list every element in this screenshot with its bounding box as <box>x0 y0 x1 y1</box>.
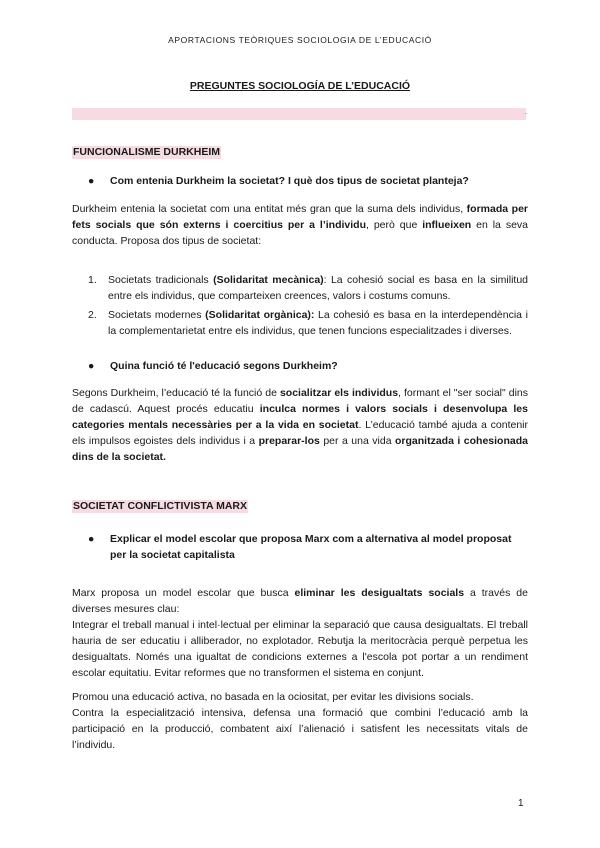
bold-run: preparar-los <box>258 435 320 447</box>
question-durkheim-education <box>88 358 528 374</box>
bold-run: eliminar les desigualtats socials <box>294 587 465 599</box>
question-durkheim-society <box>88 173 528 189</box>
list-number: 1. <box>88 274 97 286</box>
question-marx-model <box>88 531 528 563</box>
text-run: Societats modernes <box>108 309 206 321</box>
bold-run: (Solidaritat mecànica) <box>213 274 324 286</box>
highlight-band <box>72 108 526 120</box>
text-run: La cohesió es basa en la interdependència i la complementarietat entre els individus, que tenen funcions especialitzades i diverses. <box>108 309 528 337</box>
list-item-modern-societies <box>88 307 528 339</box>
text-run: Segons Durkheim, l’educació té la funció de <box>72 387 280 399</box>
bullet-icon: ● <box>88 175 95 187</box>
text-run: Marx proposa un model escolar que busca <box>72 587 295 599</box>
paragraph-marx-intro <box>72 585 528 617</box>
question-text: Explicar el model escolar que proposa Marx com a alternativa al model proposat per la societat capitalista <box>110 533 512 561</box>
bold-run: inculca normes i valors socials i desenvolupa les categories mentals necessàries per a la vida en societat <box>72 403 528 431</box>
text-run: en la seva conducta. Proposa dos tipus de societat: <box>72 219 528 247</box>
band-mark: . <box>525 109 527 116</box>
paragraph-marx-measures: Integrar el treball manual i intel·lectual per eliminar la separació que causa desigualtats. El treball hauria de ser educatiu i alliberador, no explotador. Rebutja la meritocràcia perquè perpetua les desigualtats. Només una igualtat de condicions externes a l'escola pot portar a un rendiment escolar equitatiu. Evitar reformes que no transformen el sistema en conjunt. <box>72 619 528 679</box>
question-text: Com entenia Durkheim la societat? I què dos tipus de societat planteja? <box>110 175 469 187</box>
paragraph-marx-specialization: Contra la especialització intensiva, defensa una formació que combini l’educació amb la participació en la producció, combatent així l’alienació i satisfent les necessitats vitals de l’individu. <box>72 707 528 751</box>
text-run: per a una vida <box>319 435 395 447</box>
question-text: Quina funció té l'educació segons Durkheim? <box>110 360 338 372</box>
list-item-traditional-societies <box>88 272 528 304</box>
page-number: 1 <box>518 798 524 809</box>
text-run: Societats tradicionals <box>108 274 214 286</box>
bold-run: organitzada i cohesionada dins de la societat. <box>72 435 528 463</box>
list-number: 2. <box>88 309 97 321</box>
bullet-icon: ● <box>88 360 95 372</box>
paragraph-marx-active-education: Promou una educació activa, no basada en la ociositat, per evitar les divisions socials. <box>72 691 474 703</box>
text-run: : La cohesió social es basa en la similitud entre els individus, que comparteixen creences, valors i costums comuns. <box>108 274 529 302</box>
text-run: Durkheim entenia la societat com una entitat més gran que la suma dels individus, <box>72 203 467 215</box>
running-header: APORTACIONS TEÒRIQUES SOCIOLOGIA DE L’EDUCACIÓ <box>168 35 432 45</box>
bullet-icon: ● <box>88 533 95 545</box>
document-title: PREGUNTES SOCIOLOGÍA DE L’EDUCACIÓ <box>189 80 411 92</box>
section-heading-durkheim: FUNCIONALISME DURKHEIM <box>73 146 220 158</box>
bold-run: (Solidaritat orgànica): <box>205 309 315 321</box>
bold-run: socialitzar els individus <box>279 387 399 399</box>
text-run: a través de diverses mesures clau: <box>72 587 528 615</box>
text-run: , però que <box>366 219 423 231</box>
bold-run: influeixen <box>422 219 472 231</box>
paragraph-durkheim-education <box>72 385 528 465</box>
paragraph-durkheim-society <box>72 201 528 249</box>
section-heading-marx: SOCIETAT CONFLICTIVISTA MARX <box>73 500 248 512</box>
bold-run: formada per fets socials que són externs i coercitius per a l’individu <box>72 203 528 231</box>
text-run: , formant el "ser social" dins de cadascú. Aquest procés educatiu <box>72 387 529 415</box>
text-run: . L’educació també ajuda a contenir els impulsos egoistes dels individus i a <box>72 419 529 447</box>
